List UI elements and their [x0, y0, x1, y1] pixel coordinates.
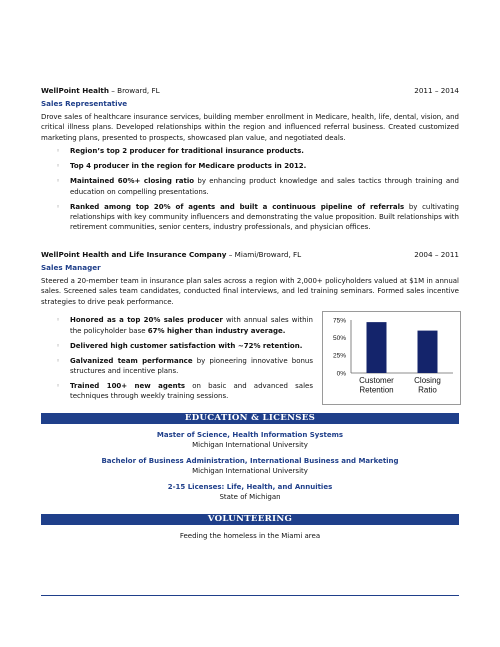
x-category-label: Closing Ratio: [414, 376, 441, 395]
institution-name: Michigan International University: [192, 441, 308, 450]
chart-bar: [367, 322, 387, 373]
footer-divider: [41, 595, 459, 596]
achievement-item: [41, 315, 313, 336]
education-entry: [41, 482, 459, 503]
y-tick-label: 50%: [332, 334, 346, 342]
achievement-text: on basic and advanced sales techniques through weekly training sessions.: [70, 382, 313, 401]
degree-name: Bachelor of Business Administration, International Business and Marketing: [101, 457, 399, 465]
achievement-bold: 67% higher than industry average.: [147, 326, 286, 335]
job-title: Sales Representative: [41, 99, 128, 108]
job-company-location: [41, 250, 301, 260]
achievement-text: by enhancing product knowledge and sales tactics through training and education on compelling presentations.: [70, 177, 459, 196]
job-dates: 2011 – 2014: [414, 86, 459, 95]
job-company-location: [41, 86, 160, 96]
job-summary: Steered a 20-member team in insurance plan sales across a region with 2,000+ policyholders valued at $1M in annual sales. Screened sales team candidates, conducted final interviews, and led training seminars. Formed sales incentive strategies to drive peak performance.: [41, 277, 459, 306]
institution-name: State of Michigan: [219, 493, 281, 502]
achievement-bold: Region’s top 2 producer for traditional insurance products.: [70, 147, 304, 156]
achievement-item: [41, 161, 459, 171]
y-tick-label: 75%: [332, 317, 346, 325]
job-location: – Miami/Broward, FL: [226, 250, 302, 259]
y-tick-label: 25%: [332, 352, 346, 360]
performance-bar-chart: [322, 311, 461, 405]
y-tick-label: 0%: [336, 370, 346, 378]
achievement-text: by cultivating relationships with key community influencers and demonstrating the value proposition. Built relationships with retirement communities, senior centers, industry professionals, and physician offices.: [70, 202, 459, 232]
x-category-label: Customer Retention: [359, 376, 394, 395]
job-dates: 2004 – 2011: [414, 250, 459, 259]
achievement-text: by pioneering innovative bonus structures and incentive plans.: [70, 356, 313, 376]
achievement-item: [41, 202, 459, 233]
job-entry-wellpoint-health: [41, 86, 459, 237]
achievement-list: [41, 146, 459, 233]
institution-name: Michigan International University: [192, 467, 308, 476]
achievement-bold: Ranked among top 20% of agents and built a continuous pipeline of referrals: [70, 202, 405, 211]
education-entry: [41, 456, 459, 477]
company-name: WellPoint Health and Life Insurance Company: [41, 250, 227, 259]
achievement-bold: Galvanized team performance: [70, 356, 193, 365]
achievement-bold: Honored as a top 20% sales producer: [70, 316, 223, 325]
education-entry: [41, 430, 459, 451]
achievement-bold: Trained 100+ new agents: [70, 382, 186, 391]
job-header: [41, 86, 459, 96]
achievement-item: [41, 356, 313, 377]
achievement-item: [41, 146, 459, 156]
job-header: [41, 250, 459, 260]
degree-name: Master of Science, Health Information Systems: [156, 431, 344, 439]
achievement-bold: Maintained 60%+ closing ratio: [70, 177, 195, 186]
achievement-item: [41, 176, 459, 197]
achievement-item: [41, 341, 313, 351]
education-heading: EDUCATION & LICENSES: [41, 413, 459, 424]
achievement-bold: Delivered high customer satisfaction with ~72% retention.: [70, 341, 303, 350]
job-title: Sales Manager: [41, 263, 101, 272]
chart-bar: [418, 331, 438, 373]
achievement-list: [41, 315, 313, 402]
chart-canvas: [323, 312, 460, 404]
degree-name: 2-15 Licenses: Life, Health, and Annuities: [167, 483, 333, 491]
company-name: WellPoint Health: [41, 86, 109, 95]
job-location: – Broward, FL: [108, 86, 160, 95]
achievement-item: [41, 381, 313, 402]
achievement-text: with annual sales within the policyholder base: [70, 316, 313, 335]
job-summary: Drove sales of healthcare insurance services, building member enrollment in Medicare, health, life, dental, vision, and critical illness plans. Developed relationships within the region and influenced referral business. Created customized marketing plans, presented to prospects, showcased plan value, and negotiated deals.: [41, 113, 459, 142]
achievement-bold: Top 4 producer in the region for Medicare products in 2012.: [70, 162, 307, 171]
volunteering-text: Feeding the homeless in the Miami area: [179, 532, 321, 540]
volunteering-heading: VOLUNTEERING: [41, 514, 459, 525]
